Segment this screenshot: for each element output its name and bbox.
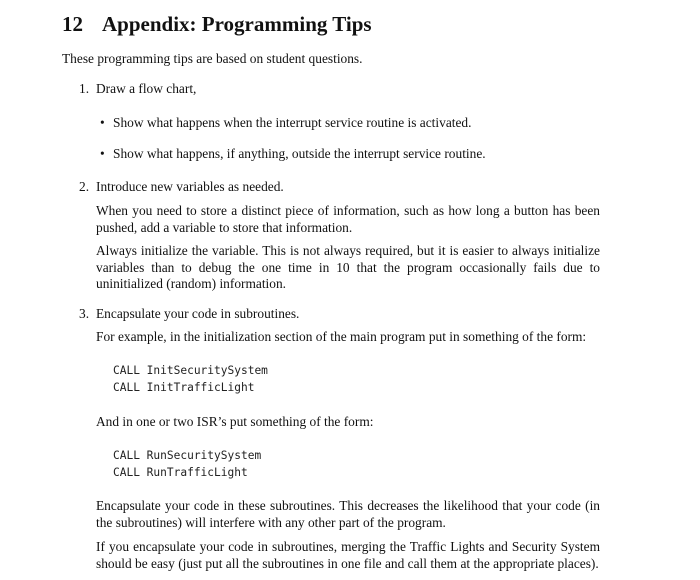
bullet-marker: •	[100, 115, 105, 130]
bullet-marker: •	[100, 146, 105, 161]
body-paragraph: Always initialize the variable. This is not always required, but it is easier to always initialize variables than to debug the one time in 10 that the program occasionally fails due to uninitialized (random) information.	[96, 243, 600, 291]
list-item-heading: Encapsulate your code in subroutines.	[96, 306, 300, 321]
list-item-number: 2.	[79, 179, 90, 194]
body-paragraph: If you encapsulate your code in subroutines, merging the Traffic Lights and Security System should be easy (just put all the subroutines in one file and call them at the appropriate places).	[96, 539, 600, 571]
bullet-item: Show what happens when the interrupt service routine is activated.	[113, 115, 472, 130]
code-line: CALL RunTrafficLight	[113, 466, 248, 479]
code-line: CALL InitTrafficLight	[113, 381, 255, 394]
list-item-number: 3.	[79, 306, 90, 321]
bullet-item: Show what happens, if anything, outside the interrupt service routine.	[113, 146, 486, 161]
list-item-number: 1.	[79, 81, 90, 96]
section-heading	[62, 12, 372, 37]
code-line: CALL RunSecuritySystem	[113, 449, 262, 462]
intro-paragraph: These programming tips are based on student questions.	[62, 51, 363, 66]
list-item-heading: Introduce new variables as needed.	[96, 179, 284, 194]
section-title: Appendix: Programming Tips	[102, 12, 372, 36]
body-paragraph: Encapsulate your code in these subroutines. This decreases the likelihood that your code (in the subroutines) will interfere with any other part of the program.	[96, 498, 600, 530]
list-item-heading: Draw a flow chart,	[96, 81, 197, 96]
section-number: 12	[62, 12, 83, 36]
body-paragraph: When you need to store a distinct piece of information, such as how long a button has been pushed, add a variable to store that information.	[96, 203, 600, 235]
code-line: CALL InitSecuritySystem	[113, 364, 268, 377]
body-paragraph: And in one or two ISR’s put something of the form:	[96, 414, 374, 429]
body-paragraph: For example, in the initialization section of the main program put in something of the form:	[96, 329, 587, 344]
